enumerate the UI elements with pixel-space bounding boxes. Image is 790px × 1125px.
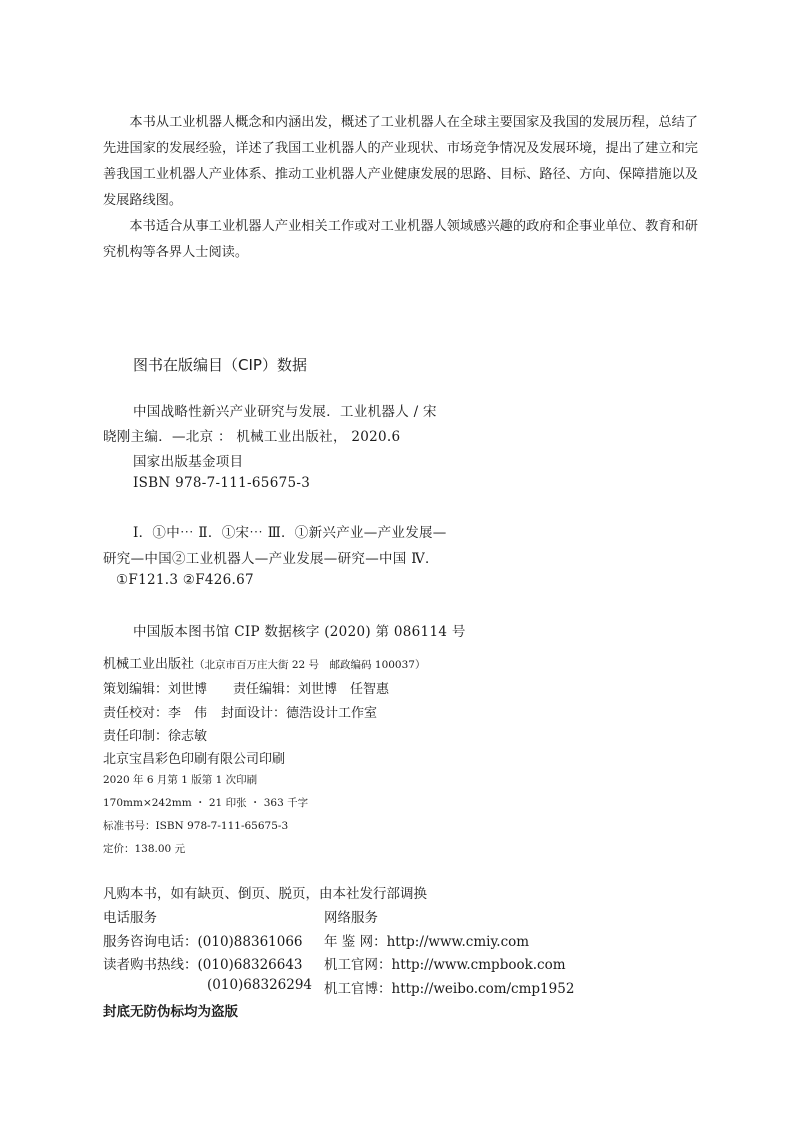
phone-2-label: 读者购书热线： [103,957,198,973]
intro-section [103,110,698,266]
plan-editor: 策划编辑：刘世博 [103,682,208,697]
cip-class-1: Ⅰ．①中⋯ Ⅱ．①宋⋯ Ⅲ．①新兴产业—产业发展— [133,525,447,541]
publisher-name: 机械工业出版社 [103,657,195,672]
cip-verify: 中国版本图书馆 CIP 数据核字 (2020) 第 086114 号 [133,624,466,640]
printer: 北京宝昌彩色印刷有限公司印刷 [103,752,286,767]
web-row-1 [324,930,529,950]
web-row-2 [324,953,566,973]
resp-editor: 责任编辑：刘世博 任智惠 [233,682,390,697]
phone-3-number: (010)68326294 [207,977,313,993]
phone-2-number: (010)68326643 [197,957,303,973]
publisher-address: （北京市百万庄大街 22 号 邮政编码 100037） [194,659,426,671]
phone-row-2 [103,953,303,973]
web-row-3 [324,977,574,997]
price: 定价：138.00 元 [103,843,186,855]
web-1-url[interactable]: http://www.cmiy.com [386,934,530,950]
web-1-label: 年 鉴 网： [324,934,387,950]
web-service-header: 网络服务 [324,910,378,926]
web-2-label: 机工官网： [324,957,392,973]
intro-paragraph-2: 本书适合从事工业机器人产业相关工作或对工业机器人领域感兴趣的政府和企事业单位、教育和研究机构等各界人士阅读。 [103,219,698,260]
web-2-url[interactable]: http://www.cmpbook.com [391,957,566,973]
replacement-notice: 凡购本书，如有缺页、倒页、脱页，由本社发行部调换 [103,886,427,902]
phone-1-number: (010)88361066 [197,934,303,950]
proof-line [103,702,377,721]
cip-line-1: 中国战略性新兴产业研究与发展．工业机器人 / 宋 [133,404,437,420]
cover-designer: 封面设计：德浩设计工作室 [221,706,378,721]
cip-line-3: 国家出版基金项目 [133,454,244,470]
web-3-url[interactable]: http://weibo.com/cmp1952 [391,981,575,997]
format: 170mm×242mm ・ 21 印张 ・ 363 千字 [103,797,309,809]
anti-piracy-notice: 封底无防伪标均为盗版 [103,1004,238,1020]
publisher-line [103,653,425,672]
cip-title: 图书在版编目（CIP）数据 [133,356,307,374]
editors-line [103,678,389,697]
isbn-line: 标准书号：ISBN 978-7-111-65675-3 [103,820,289,832]
intro-paragraph-1: 本书从工业机器人概念和内涵出发，概述了工业机器人在全球主要国家及我国的发展历程，总结了先进国家的发展经验，详述了我国工业机器人的产业现状、市场竞争情况及发展环境，提出了建立和完善我国工业机器人产业体系、推动工业机器人产业健康发展的思路、目标、路径、方向、保障措施以及发展路线图。 [103,115,698,208]
cip-isbn: ISBN 978-7-111-65675-3 [133,475,311,491]
edition: 2020 年 6 月第 1 版第 1 次印刷 [103,774,258,786]
cip-class-2: 研究—中国②工业机器人—产业发展—研究—中国 Ⅳ． [103,551,439,567]
phone-row-1 [103,930,303,950]
phone-service-header: 电话服务 [103,910,157,926]
printing-resp: 责任印制：徐志敏 [103,729,208,744]
proofreader: 责任校对：李 伟 [103,706,208,721]
cip-class-3: ①F121.3 ②F426.67 [116,572,254,588]
web-3-label: 机工官博： [324,981,392,997]
phone-1-label: 服务咨询电话： [103,934,198,950]
cip-line-2: 晓刚主编．—北京 ： 机械工业出版社， 2020.6 [103,429,401,445]
